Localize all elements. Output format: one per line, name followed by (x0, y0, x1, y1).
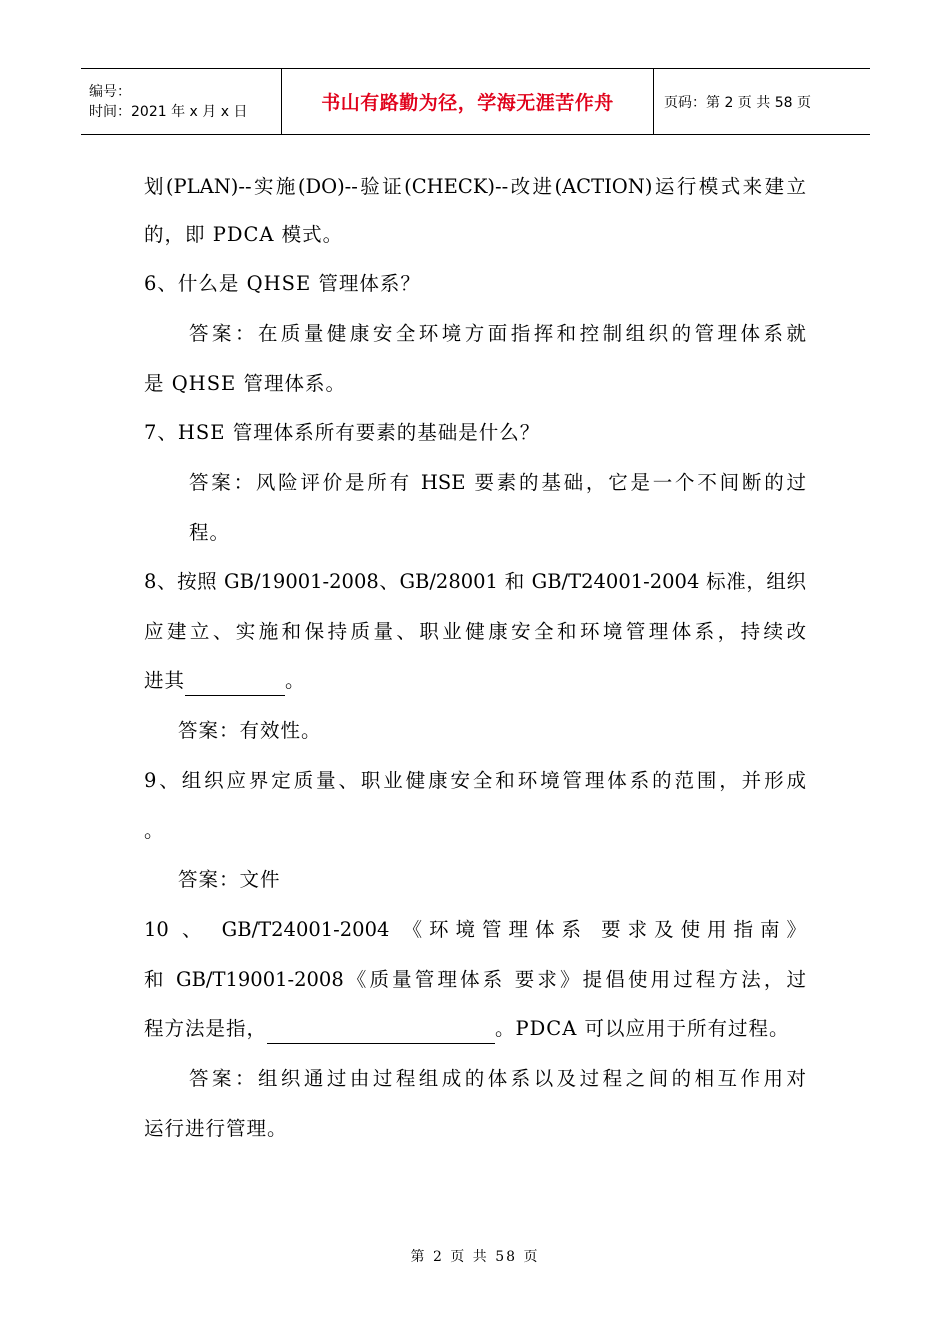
answer-6-line: 答案：在质量健康安全环境方面指挥和控制组织的管理体系就 (189, 322, 806, 345)
document-number-label: 编号： (89, 83, 131, 100)
footer-page-number: 第 2 页 共 58 页 (410, 1249, 540, 1265)
answer-10-line: 答案：组织通过由过程组成的体系以及过程之间的相互作用对 (189, 1067, 806, 1090)
answer-6-line: 是 QHSE 管理体系。 (144, 372, 346, 395)
header-motto: 书山有路勤为径，学海无涯苦作舟 (321, 92, 614, 114)
question-8-text: 进其 (144, 669, 186, 692)
header-page-info: 页码：第 2 页 共 58 页 (664, 94, 811, 111)
question-10-text: 程方法是指， (144, 1017, 268, 1040)
question-8-line: 8、按照 GB/19001-2008、GB/28001 和 GB/T24001-2004 标准，组织 (144, 570, 806, 593)
answer-10-line: 运行进行管理。 (144, 1117, 288, 1140)
answer-7-line: 程。 (189, 521, 231, 544)
document-date-label: 时间：2021 年 x 月 x 日 (89, 103, 248, 120)
question-9-line: 9、组织应界定质量、职业健康安全和环境管理体系的范围，并形成 (144, 769, 806, 792)
paragraph-line: 划(PLAN)--实施(DO)--验证(CHECK)--改进(ACTION)运行模式来建立 (144, 175, 806, 198)
fill-in-blank (185, 673, 285, 696)
fill-in-blank (267, 1021, 495, 1044)
question-10-line (144, 1014, 806, 1044)
answer-8: 答案：有效性。 (178, 719, 322, 742)
question-7: 7、HSE 管理体系所有要素的基础是什么？ (144, 421, 541, 444)
answer-7-line: 答案：风险评价是所有 HSE 要素的基础，它是一个不间断的过 (189, 471, 806, 494)
paragraph-line: 的，即 PDCA 模式。 (144, 223, 344, 246)
question-10-text: 。PDCA 可以应用于所有过程。 (495, 1017, 790, 1040)
question-8-line (144, 666, 806, 696)
question-8-line: 应建立、实施和保持质量、职业健康安全和环境管理体系，持续改 (144, 620, 806, 643)
question-8-text: 。 (285, 669, 306, 692)
answer-9: 答案：文件 (178, 868, 281, 891)
question-10-line: 和 GB/T19001-2008《质量管理体系 要求》提倡使用过程方法，过 (144, 968, 806, 991)
header-motto-cell (282, 69, 654, 134)
header-page-cell (654, 69, 870, 134)
question-10-line: 10 、 GB/T24001-2004 《环境管理体系 要求及使用指南》 (144, 918, 806, 941)
page-header (81, 68, 870, 135)
question-6: 6、什么是 QHSE 管理体系？ (144, 272, 421, 295)
question-9-line: 。 (144, 819, 165, 842)
header-meta-cell (81, 69, 282, 134)
page-footer (0, 1246, 950, 1266)
